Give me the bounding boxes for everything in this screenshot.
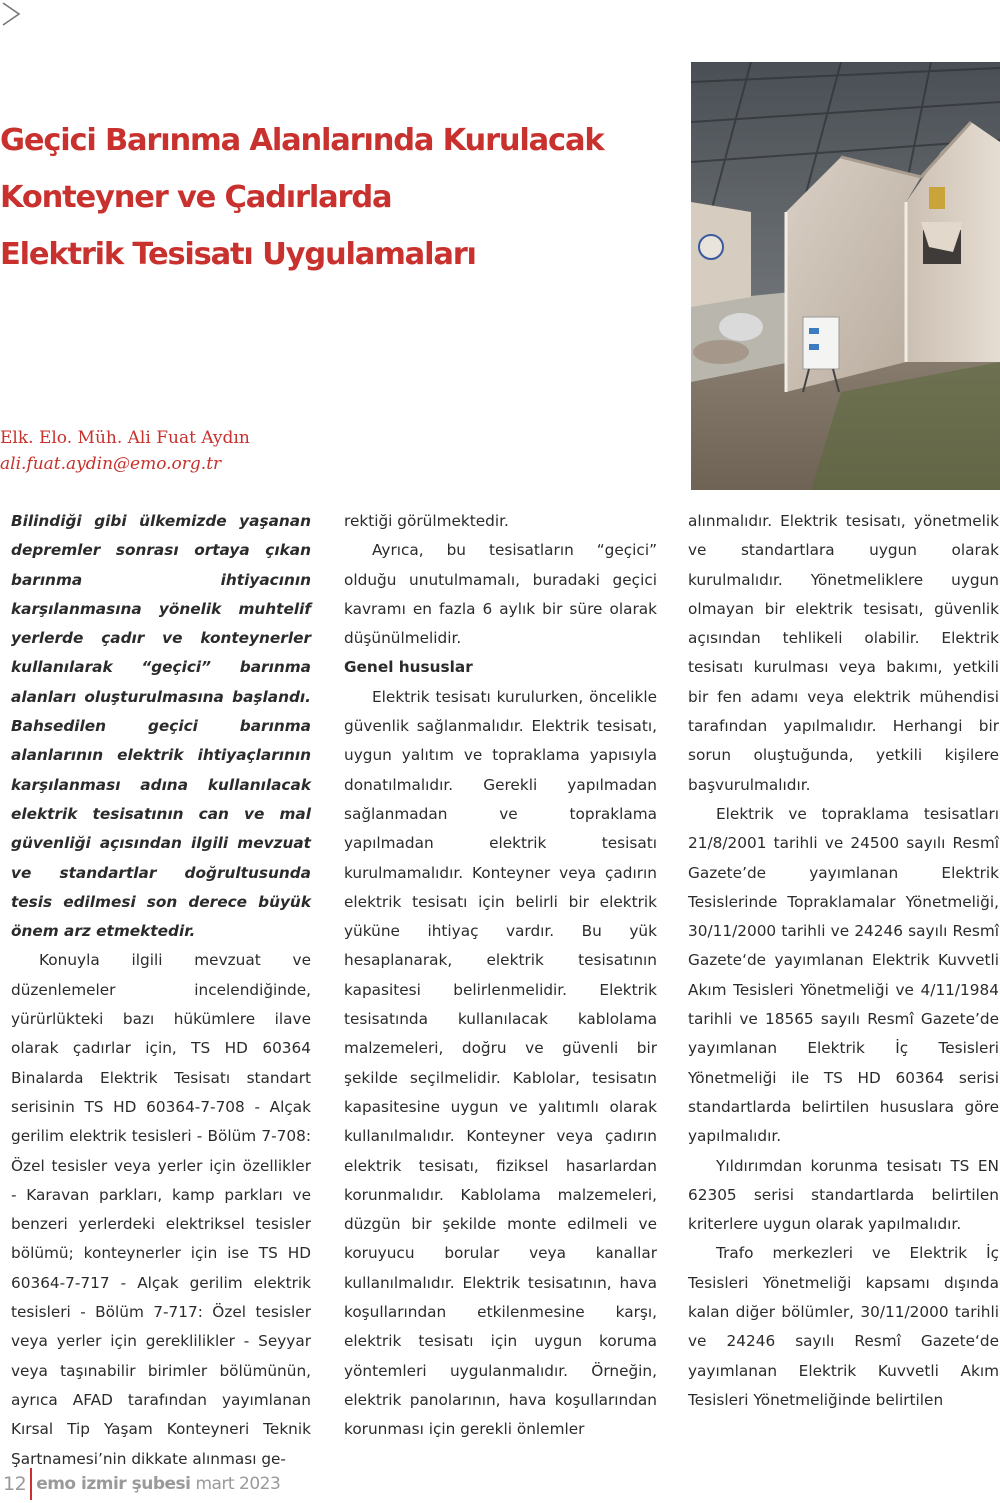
footer-divider [30, 1468, 32, 1500]
author-name: Elk. Elo. Müh. Ali Fuat Aydın [0, 428, 250, 448]
paragraph: Elektrik tesisatı kurulurken, öncelikle güvenlik sağlanmalıdır. Elektrik tesisatı, uygun yalıtım ve topraklama yapısıyla donatılmalıdır. Gerekli yapılmadan sağlanmadan ve topraklama yapılmadan elektrik tesisatı kurulmamalıdır. Konteyner veya çadırın elektrik tesisatı için belirli bir elektrik yüküne ihtiyaç vardır. Bu yük hesaplanarak, elektrik tesisatının kapasitesi belirlenmelidir. Elektrik tesisatında kullanılacak kablolama malzemeleri, doğru ve güvenli bir şekilde seçilmelidir. Kablolar, tesisatın kapasitesine uygun ve yalıtımlı olarak kullanılmalıdır. Konteyner veya çadırın elektrik tesisatı, fiziksel hasarlardan korunmalıdır. Kablolama malzemeleri, düzgün bir şekilde monte edilmeli ve koruyucu borular veya kanallar kullanılmalıdır. Elektrik tesisatının, hava koşullarından etkilenmesine karşı, elektrik tesisatı için uygun koruma yöntemleri uygulanmalıdır. Örneğin, elektrik panolarının, hava koşullarından korunması için gerekli önlemler [344, 687, 657, 1439]
issue-date: mart 2023 [195, 1474, 281, 1494]
author-block [0, 425, 250, 477]
page-number: 12 [3, 1473, 27, 1495]
paragraph-continued: rektiği görülmektedir. [344, 512, 509, 530]
article-title [0, 112, 660, 283]
paragraph: Trafo merkezleri ve Elektrik İç Tesisleri Yönetmeliği kapsamı dışında kalan diğer bölümler, 30/11/2000 tarihli ve 24246 sayılı Resmî Gazete‘de yayımlanan Elektrik Kuvvetli Akım Tesisleri Yönetmeliğinde belirtilen [688, 1244, 999, 1409]
column-1 [11, 507, 311, 1474]
column-3 [688, 507, 999, 1415]
paragraph-continued: alınmalıdır. Elektrik tesisatı, yönetmelik ve standartlara uygun olarak kurulmalıdır. Yönetmeliklere uygun olmayan bir elektrik tesisatı, güvenlik açısından tehlikeli olabilir. Elektrik tesisatı kurulması veya bakımı, yetkili bir fen adamı veya elektrik mühendisi tarafından yapılmalıdır. Herhangi bir sorun oluştuğunda, yetkili kişilere başvurulmalıdır. [688, 512, 999, 794]
paragraph: Elektrik ve topraklama tesisatları 21/8/2001 tarihli ve 24500 sayılı Resmî Gazete’de yayımlanan Elektrik Tesislerinde Topraklamalar Yönetmeliği, 30/11/2000 tarihli ve 24246 sayılı Resmî Gazete‘de yayımlanan Elektrik Kuvvetli Akım Tesisleri Yönetmeliği ve 4/11/1984 tarihli ve 18565 sayılı Resmî Gazete’de yayımlanan Elektrik İç Tesisleri Yönetmeliği ile TS HD 60364 serisi standartlarda belirtilen hususlara göre yapılmalıdır. [688, 804, 999, 1146]
title-line-1: Geçici Barınma Alanlarında Kurulacak [0, 123, 604, 158]
title-line-2: Konteyner ve Çadırlarda [0, 180, 392, 215]
section-heading: Genel hususlar [344, 658, 473, 677]
chevron-right-icon [0, 0, 24, 30]
lead-paragraph: Bilindiği gibi ülkemizde yaşanan depremler sonrası ortaya çıkan barınma ihtiyacının karşılanmasına yönelik muhtelif yerlerde çadır ve konteynerler kullanılarak “geçici” barınma alanları oluşturulmasına başlandı. Bahsedilen geçici barınma alanlarının elektrik ihtiyaçlarının karşılanması adına kullanılacak elektrik tesisatının can ve mal güvenliği açısından ilgili mevzuat ve standartlar doğrultusunda tesis edilmesi son derece büyük önem arz etmektedir. [11, 512, 311, 941]
tent-photo [691, 62, 1000, 490]
column-2 [344, 507, 657, 1445]
paragraph: Konuyla ilgili mevzuat ve düzenlemeler incelendiğinde, yürürlükteki bazı hükümlere ilave olarak çadırlar için, TS HD 60364 Binalarda Elektrik Tesisatı standart serisinin TS HD 60364-7-708 - Alçak gerilim elektrik tesisleri - Bölüm 7-708: Özel tesisler veya yerler için özellikler - Karavan parkları, kamp parkları ve benzeri yerlerdeki elektriksel tesisler bölümü; konteynerler için ise TS HD 60364-7-717 - Alçak gerilim elektrik tesisleri - Bölüm 7-717: Özel tesisler veya yerler için gereklilikler - Seyyar veya taşınabilir birimler bölümünün, ayrıca AFAD tarafından yayımlanan Kırsal Tip Yaşam Konteyneri Teknik Şartnamesi’nin dikkate alınması ge- [11, 951, 311, 1468]
title-line-3: Elektrik Tesisatı Uygulamaları [0, 237, 476, 272]
publication-name: emo izmir şubesi [36, 1474, 191, 1494]
paragraph: Yıldırımdan korunma tesisatı TS EN 62305 serisi standartlarda belirtilen kriterlere uygun olarak yapılmalıdır. [688, 1156, 999, 1234]
paragraph: Ayrıca, bu tesisatların “geçici” olduğu unutulmamalı, buradaki geçici kavramı en fazla 6 aylık bir süre olarak düşünülmelidir. [344, 541, 657, 648]
author-email[interactable]: ali.fuat.aydin@emo.org.tr [0, 454, 222, 474]
page-footer [3, 1469, 280, 1499]
